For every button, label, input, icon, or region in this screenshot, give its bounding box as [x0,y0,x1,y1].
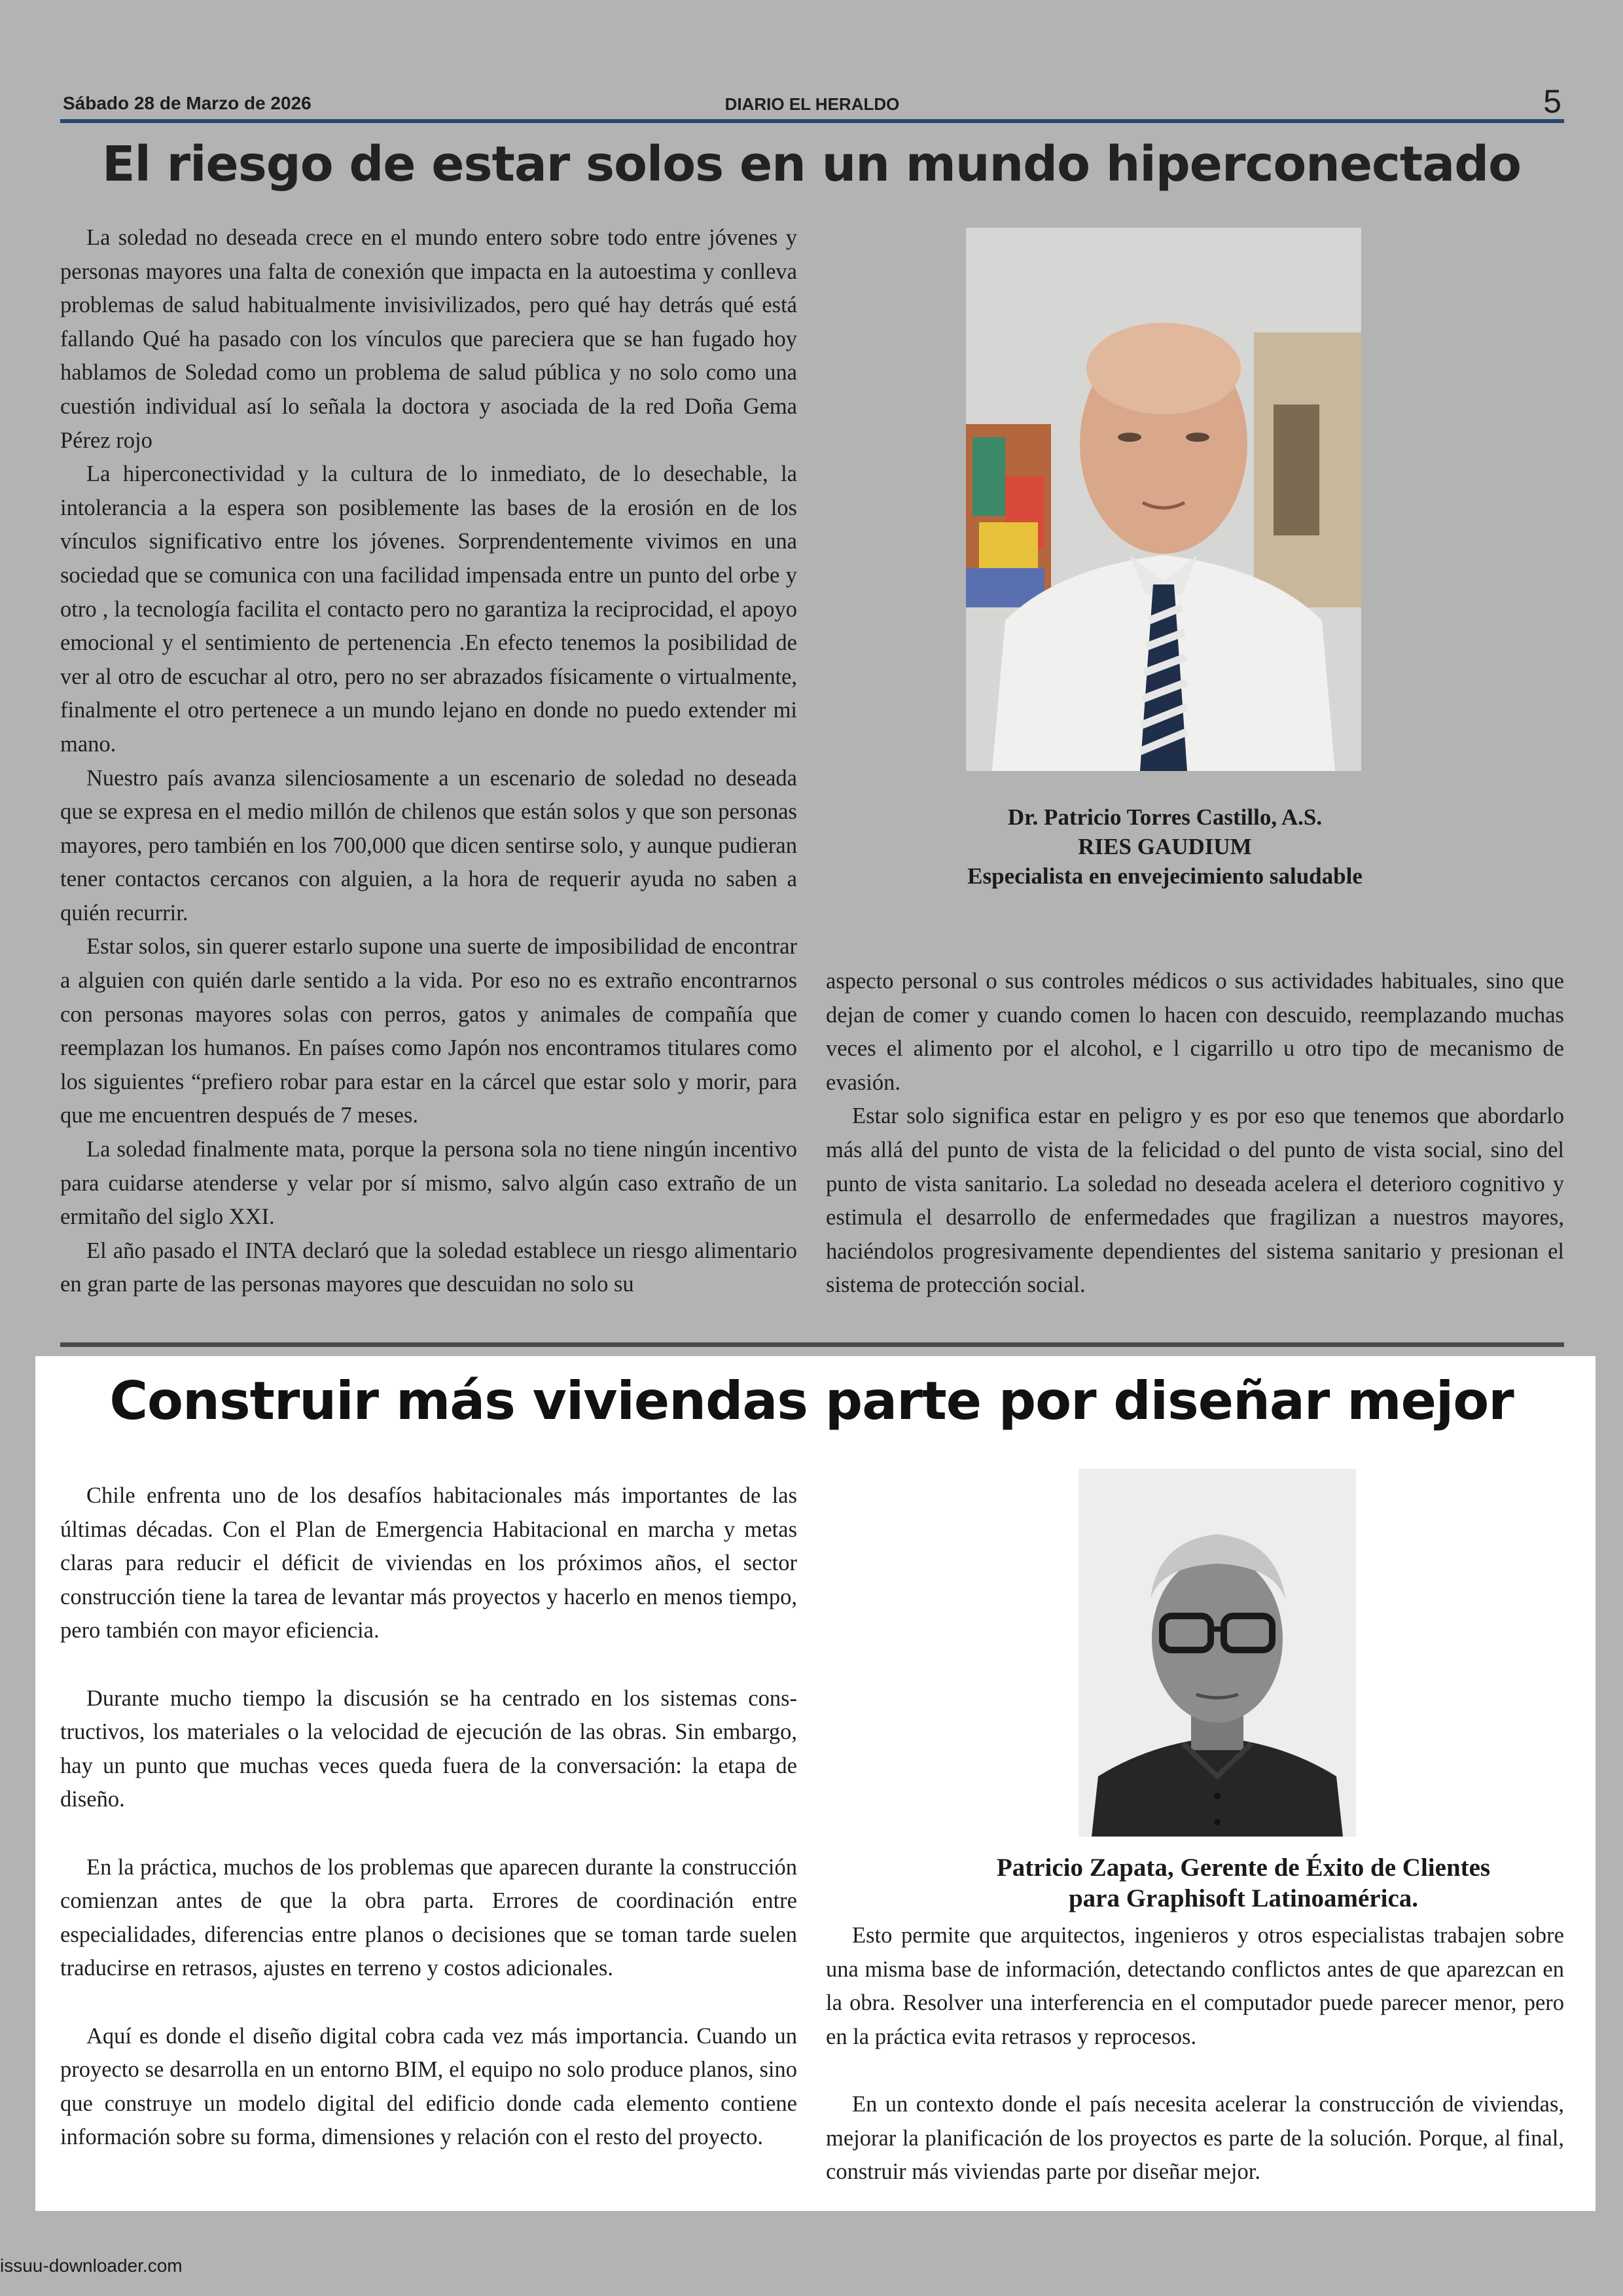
caption-organization: para Graphisoft Latinoamérica. [1068,1884,1419,1912]
article2-paragraph: Durante mucho tiempo la discusión se ha centrado en los sistemas constructivos, los materiales o la velocidad de ejecución de las obras. Sin embargo, hay un punto que muchas veces queda fuera de la conversación: la etapa de diseño. [60,1685,797,1812]
article1-paragraph: Nuestro país avanza silenciosamente a un escenario de soledad no deseada que se expresa en el medio millón de chilenos que están solos y que son personas mayores, pero también en los 700,000 que dicen sentirse solo, y aunque pudieran tener contactos cercanos con alguien, a la hora de requerir ayuda no saben a quién recurrir. [60,765,797,925]
article1-paragraph: La soledad no deseada crece en el mundo entero sobre todo entre jóvenes y personas mayores una falta de conexión que impacta en la autoestima y conlleva problemas de salud habitualmente invisivilizados, pero qué hay detrás qué está fallando Qué ha pasado con los vínculos que pareciera que se han fugado hoy hablamos de Soledad como un problema de salud pública y no solo como una cuestión individual así lo señala la doctora y asociada de la red Doña Gema Pérez rojo [60,225,797,453]
article2-paragraph: En la práctica, muchos de los problemas que aparecen durante la construcción comienzan antes de que la obra parta. Errores de coordinación entre especialidades, diferencias entre planos o decisiones que se toman tarde suelen traducirse en retrasos, ajustes en terreno y costos adicionales. [60,1854,797,1981]
article2-right-column [826,1919,1564,2223]
article2-paragraph: En un contexto donde el país necesita acelerar la construcción de viviendas, mejorar la planificación de los proyectos es parte de la solución. Porque, al final, construir más viviendas parte por diseñar mejor. [826,2091,1564,2185]
article2-paragraph: Esto permite que arquitectos, ingenieros y otros especialistas trabajen sobre una misma base de información, detectando conflictos antes de que aparezcan en la obra. Resolver una interferencia en el computador puede parecer menor, pero en la práctica evita retrasos y reprocesos. [826,1923,1564,2049]
article1-paragraph: aspecto personal o sus controles médicos o sus actividades habituales, sino que dejan de comer y cuando comen lo hacen con descuido, reemplazando muchas veces el alimento por el alcohol, e l cigarrillo u otro tipo de mecanismo de evasión. [826,969,1564,1095]
caption-role: Especialista en envejecimiento saludable [967,863,1363,889]
article2-left-column [60,1479,797,2188]
article2-paragraph: Chile enfrenta uno de los desafíos habitacionales más importantes de las últimas décadas. Con el Plan de Emergencia Habitacional en marcha y metas claras para reducir el déficit de viviendas en los próximos años, el sector construcción tiene la tarea de levantar más proyectos y hacerlo en menos tiempo, pero también con mayor eficiencia. [60,1483,797,1643]
article2-paragraph: Aquí es donde el diseño digital cobra cada vez más importancia. Cuando un proyecto se desarrolla en un entorno BIM, el equipo no solo produce planos, sino que construye un modelo digital del edificio donde cada elemento contiene información sobre su forma, dimensiones y relación con el resto del proyecto. [60,2023,797,2150]
article2-title: Construir más viviendas parte por diseñar mejor [109,1371,1514,1431]
article-divider [60,1342,1564,1347]
author-photo-zapata [1079,1469,1356,1837]
author-photo-torres [966,228,1361,771]
download-watermark: issuu-downloader.com [0,2255,183,2276]
issue-date: Sábado 28 de Marzo de 2026 [63,93,312,113]
article2-caption [851,1852,1623,1914]
newspaper-name: DIARIO EL HERALDO [724,94,900,114]
article1-paragraph: La soledad finalmente mata, porque la persona sola no tiene ningún incentivo para cuidarse atenderse y velar por sí mismo, salvo algún caso extraño de un ermitaño del siglo XXI. [60,1137,797,1230]
caption-organization: RIES GAUDIUM [1078,834,1252,859]
article1-paragraph: Estar solo significa estar en peligro y es por eso que tenemos que abordarlo más allá del punto de vista de la felicidad o del punto de vista social, sino del punto de vista sanitario. La soledad no deseada acelera el deterioro cognitivo y estimula el desarrollo de enfermedades que fragilizan a nuestros mayores, haciéndolos progresivamente dependientes del sistema sanitario y presionan el sistema de protección social. [826,1103,1564,1298]
article1-paragraph: Estar solos, sin querer estarlo supone una suerte de imposibilidad de encontrar a alguien con quién darle sentido a la vida. Por eso no es extraño encontrarnos con personas mayores solas con perros, gatos y animales de compañía que reemplazan los humanos. En países como Japón nos encontramos titulares como los siguientes “prefiero robar para estar en la cárcel que estar solo y morir, para que me encuentren después de 7 meses. [60,934,797,1128]
article1-title: El riesgo de estar solos en un mundo hiperconectado [101,136,1522,192]
article1-caption [929,802,1400,891]
caption-name: Dr. Patricio Torres Castillo, A.S. [1007,804,1323,830]
article1-paragraph: La hiperconectividad y la cultura de lo inmediato, de lo desechable, la intolerancia a la espera son posiblemente las bases de la erosión en de los vínculos significativo entre los jóvenes. Sorprendentemente vivimos en una sociedad que se comunica con una facilidad impensada entre un punto del orbe y otro , la tecnología facilita el contacto pero no garantiza la reciprocidad, el apoyo emocional y el sentimiento de pertenencia .En efecto tenemos la posibilidad de ver al otro de escuchar al otro, pero no ser abrazados físicamente o virtualmente, finalmente el otro pertenece a un mundo lejano en donde no puedo extender mi mano. [60,461,797,757]
caption-name: Patricio Zapata, Gerente de Éxito de Clientes [996,1854,1491,1882]
article1-left-column [60,221,797,1302]
article1-paragraph: El año pasado el INTA declaró que la soledad establece un riesgo alimentario en gran parte de las personas mayores que descuidan no solo su [60,1238,797,1297]
article1-right-column [826,965,1564,1302]
page-number: 5 [1543,83,1561,120]
page-header [60,83,1564,123]
